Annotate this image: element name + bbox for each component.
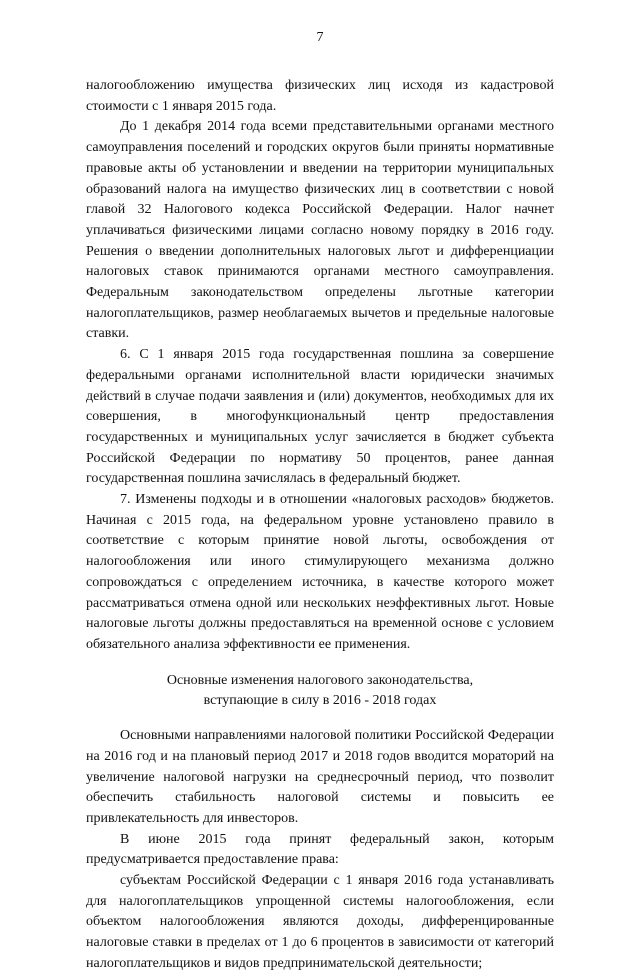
paragraph: До 1 декабря 2014 года всеми представительными органами местного самоуправления поселений и городских округов были приняты нормативные правовые акты об установлении и введении на территории муниципальных образований налога на имущество физических лиц в соответствии с новой главой 32 Налогового кодекса Российской Федерации. Налог начнет уплачиваться физическими лицами согласно новому порядку в 2016 году. Решения о введении дополнительных налоговых льгот и дифференциации налоговых ставок принимаются органами местного самоуправления. Федеральным законодательством определены льготные категории налогоплательщиков, размер необлагаемых вычетов и предельные налоговые ставки. [86, 119, 554, 342]
document-body [86, 76, 554, 975]
paragraph: налогообложению имущества физических лиц исходя из кадастровой стоимости с 1 января 2015 года. [86, 78, 554, 114]
paragraph: Основными направлениями налоговой политики Российской Федерации на 2016 год и на плановый период 2017 и 2018 годов вводится мораторий на увеличение налоговой нагрузки на среднесрочный период, что позволит обеспечить стабильность налоговой системы и повысить ее привлекательность для инвесторов. [86, 728, 554, 826]
paragraph: субъектам Российской Федерации с 1 января 2016 года устанавливать для налогоплательщиков упрощенной системы налогообложения, если объектом налогообложения являются доходы, дифференцированные налоговые ставки в пределах от 1 до 6 процентов в зависимости от категорий налогоплательщиков и видов предпринимательской деятельности; [86, 873, 554, 971]
paragraph: 7. Изменены подходы и в отношении «налоговых расходов» бюджетов. Начиная с 2015 года, на федеральном уровне установлено правило в соответствие с которым принятие новой льготы, освобождения от налогообложения или иного стимулирующего механизма должно сопровождаться с определением источника, в качестве которого может рассматриваться отмена одной или нескольких неэффективных льгот. Новые налоговые льготы должны предоставляться на временной основе с условием обязательного анализа эффективности ее применения. [86, 492, 554, 652]
section-heading-line: Основные изменения налогового законодательства, [166, 672, 474, 688]
paragraph: В июне 2015 года принят федеральный закон, которым предусматривается предоставление права: [86, 831, 554, 868]
section-heading [86, 671, 554, 712]
paragraph: 6. С 1 января 2015 года государственная пошлина за совершение федеральными органами исполнительной власти юридически значимых действий в случае подачи заявления и (или) документов, необходимых для их совершения, в многофункциональный центр предоставления государственных и муниципальных услуг зачисляется в бюджет субъекта Российской Федерации по нормативу 50 процентов, ранее данная государственная пошлина зачислялась в федеральный бюджет. [86, 347, 554, 487]
section-heading-line: вступающие в силу в 2016 - 2018 годах [203, 693, 437, 709]
page-number: 7 [316, 30, 324, 45]
